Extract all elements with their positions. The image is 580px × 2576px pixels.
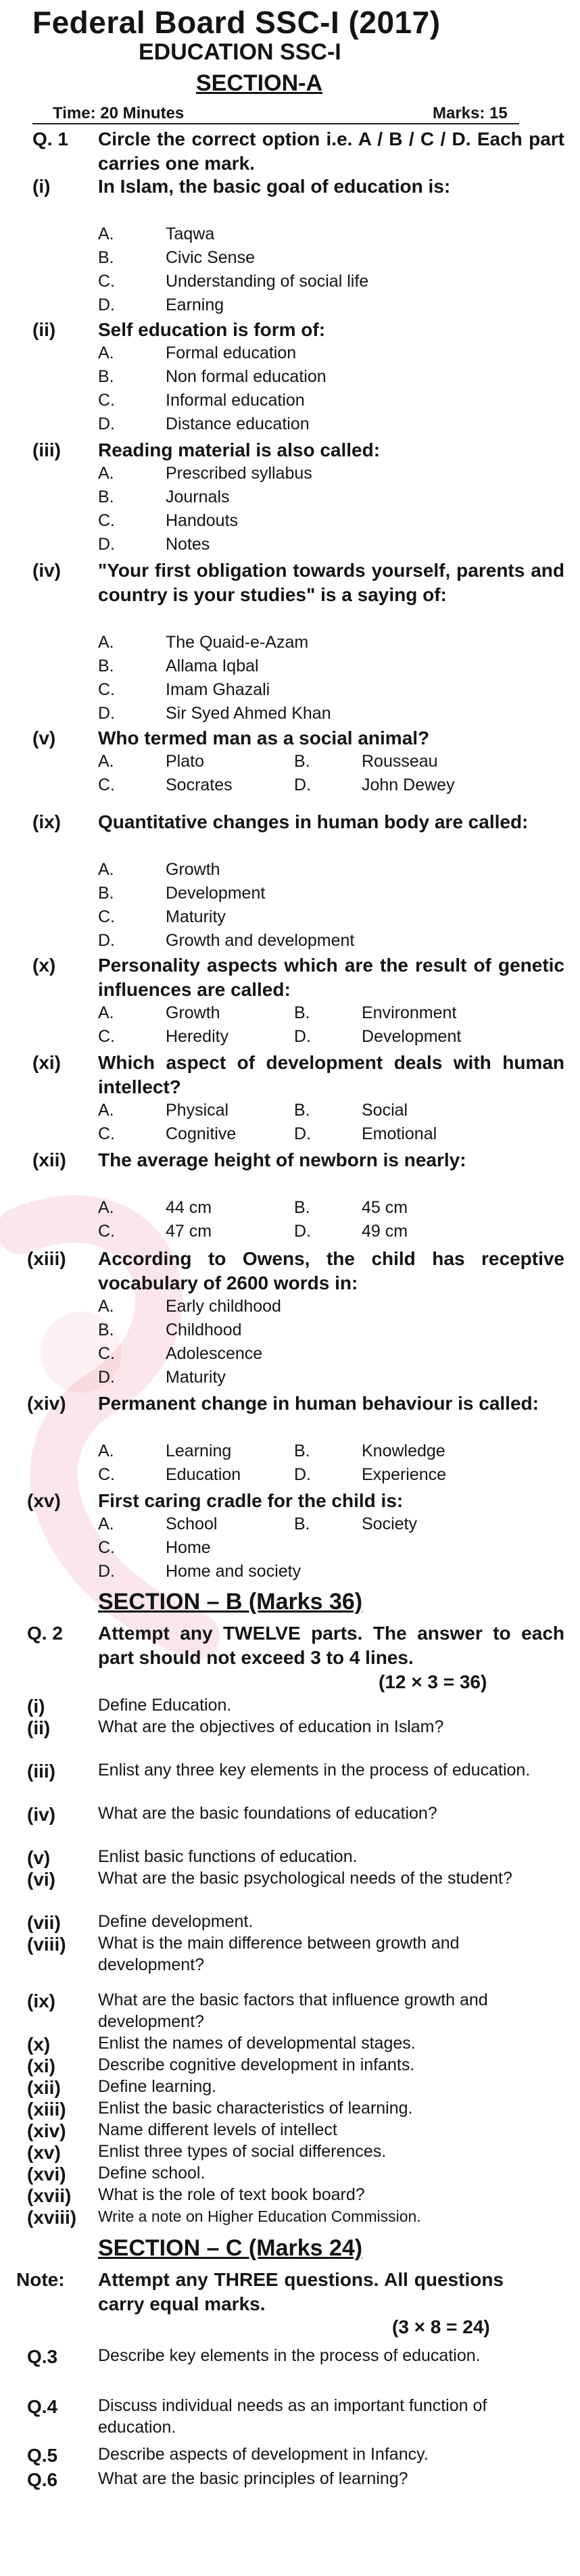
mcq-option: C. Socrates: [98, 776, 233, 794]
mcq-question: According to Owens, the child has receptive vocabulary of 2600 words in:: [98, 1248, 564, 1293]
mcq-option: A. Growth: [98, 860, 220, 879]
short-question-number: (v): [27, 1847, 51, 1868]
mcq-option: B. 45 cm: [294, 1198, 408, 1217]
q2-number: Q. 2: [27, 1623, 63, 1644]
short-question-number: (ii): [27, 1717, 51, 1738]
mcq-option: A. Learning: [98, 1441, 232, 1460]
total-marks: Marks: 15: [433, 104, 508, 122]
mcq-number: (ii): [32, 319, 56, 340]
mcq-option: D. Emotional: [294, 1124, 437, 1143]
q2-marks: (12 × 3 = 36): [379, 1671, 487, 1692]
mcq-option: C. Handouts: [98, 511, 239, 530]
short-question: What are the basic psychological needs of the student?: [98, 1869, 512, 1888]
mcq-option: A. Early childhood: [98, 1297, 281, 1316]
mcq-option: D. Sir Syed Ahmed Khan: [98, 704, 331, 723]
short-question: Define development.: [98, 1912, 253, 1931]
short-question-number: (i): [27, 1696, 45, 1717]
mcq-option: D. John Dewey: [294, 776, 455, 794]
short-question-number: (xvii): [27, 2185, 72, 2206]
short-question-number: (iii): [27, 1761, 55, 1782]
section-c-marks: (3 × 8 = 24): [392, 2316, 490, 2337]
long-question-number: Q.4: [27, 2396, 58, 2417]
mcq-option: B. Childhood: [98, 1320, 242, 1339]
long-question: Describe key elements in the process of education.: [98, 2346, 481, 2365]
mcq-question: Self education is form of:: [98, 319, 326, 340]
mcq-option: C. 47 cm: [98, 1222, 212, 1241]
mcq-question: First caring cradle for the child is:: [98, 1490, 404, 1511]
mcq-option: B. Rousseau: [294, 752, 438, 771]
short-question: Name different levels of intellect: [98, 2120, 337, 2139]
mcq-number: (xii): [32, 1149, 66, 1170]
mcq-option: C. Cognitive: [98, 1124, 237, 1143]
short-question-number: (xiv): [27, 2120, 66, 2141]
mcq-option: A. Plato: [98, 752, 204, 771]
short-question-number: (vi): [27, 1869, 55, 1890]
mcq-number: (x): [32, 955, 56, 976]
short-question-number: (xii): [27, 2077, 61, 2098]
short-question-number: (vii): [27, 1912, 61, 1933]
mcq-option: B. Social: [294, 1101, 408, 1120]
long-question: Discuss individual needs as an important function of education.: [98, 2396, 487, 2437]
short-question: Enlist any three key elements in the process of education.: [98, 1761, 531, 1780]
short-question-number: (xiii): [27, 2099, 66, 2120]
mcq-option: A. Growth: [98, 1003, 220, 1022]
mcq-option: D. Experience: [294, 1465, 447, 1484]
short-question-number: (xi): [27, 2055, 55, 2076]
mcq-question: Permanent change in human behaviour is called:: [98, 1393, 539, 1414]
mcq-option: A. Formal education: [98, 343, 297, 362]
short-question: What are the basic foundations of education?: [98, 1804, 437, 1823]
mcq-option: B. Allama Iqbal: [98, 657, 259, 675]
mcq-number: (xv): [27, 1490, 61, 1511]
mcq-option: D. Distance education: [98, 414, 310, 433]
short-question: What are the basic factors that influence growth and development?: [98, 1990, 488, 2031]
mcq-question: The average height of newborn is nearly:: [98, 1149, 466, 1170]
short-question-number: (xv): [27, 2142, 61, 2163]
mcq-question: In Islam, the basic goal of education is:: [98, 176, 451, 197]
mcq-question: Personality aspects which are the result of genetic influences are called:: [98, 955, 564, 1000]
mcq-option: B. Knowledge: [294, 1441, 445, 1460]
time-allowed: Time: 20 Minutes: [53, 104, 185, 122]
mcq-option: C. Informal education: [98, 391, 305, 410]
short-question: Describe cognitive development in infants.: [98, 2055, 415, 2074]
long-question-number: Q.6: [27, 2469, 58, 2490]
mcq-option: D. Growth and development: [98, 931, 355, 950]
short-question-number: (xviii): [27, 2207, 77, 2228]
q2-instruction: Attempt any TWELVE parts. The answer to each part should not exceed 3 to 4 lines.: [98, 1623, 564, 1668]
mcq-number: (xiii): [27, 1248, 66, 1269]
short-question: Write a note on Higher Education Commission.: [98, 2208, 421, 2225]
long-question: Describe aspects of development in Infancy.: [98, 2445, 429, 2464]
note-label: Note:: [16, 2269, 65, 2290]
mcq-option: C. Education: [98, 1465, 241, 1484]
mcq-question: Who termed man as a social animal?: [98, 728, 430, 748]
mcq-number: (i): [32, 176, 51, 197]
short-question: Define learning.: [98, 2077, 217, 2096]
mcq-number: (ix): [32, 811, 61, 832]
short-question-number: (viii): [27, 1934, 66, 1955]
mcq-option: A. Taqwa: [98, 224, 215, 243]
header-rule: [32, 123, 519, 124]
q1-instruction: Circle the correct option i.e. A / B / C / D. Each part carries one mark.: [98, 128, 564, 174]
short-question-number: (xvi): [27, 2164, 66, 2185]
mcq-number: (xiv): [27, 1393, 66, 1414]
mcq-option: D. Notes: [98, 535, 210, 554]
mcq-number: (xi): [32, 1052, 61, 1073]
mcq-option: D. Maturity: [98, 1368, 226, 1387]
mcq-option: A. Physical: [98, 1101, 229, 1120]
mcq-option: D. Earning: [98, 295, 224, 314]
section-c-note: Attempt any THREE questions. All questions carry equal marks.: [98, 2269, 504, 2314]
mcq-option: A. Prescribed syllabus: [98, 464, 312, 483]
short-question-number: (x): [27, 2034, 51, 2055]
section-c-heading: SECTION – C (Marks 24): [98, 2235, 363, 2261]
short-question: What is the role of text book board?: [98, 2185, 365, 2204]
mcq-option: A. School: [98, 1514, 218, 1533]
mcq-option: B. Environment: [294, 1003, 457, 1022]
mcq-option: C. Home: [98, 1538, 211, 1557]
short-question: Define Education.: [98, 1696, 232, 1715]
mcq-question: Quantitative changes in human body are called:: [98, 811, 529, 832]
short-question-number: (iv): [27, 1804, 55, 1825]
mcq-option: D. 49 cm: [294, 1222, 408, 1241]
long-question-number: Q.5: [27, 2445, 58, 2466]
short-question: Enlist the basic characteristics of learning.: [98, 2099, 413, 2118]
mcq-option: B. Civic Sense: [98, 248, 255, 267]
mcq-option: C. Understanding of social life: [98, 272, 369, 291]
short-question: What are the objectives of education in Islam?: [98, 1717, 444, 1736]
mcq-option: A. 44 cm: [98, 1198, 212, 1217]
mcq-number: (v): [32, 728, 56, 748]
long-question: What are the basic principles of learning?: [98, 2469, 408, 2488]
paper-title: Federal Board SSC-I (2017): [32, 5, 441, 40]
mcq-option: C. Maturity: [98, 907, 226, 926]
short-question: Enlist three types of social differences.: [98, 2142, 387, 2161]
mcq-option: A. The Quaid-e-Azam: [98, 633, 309, 652]
short-question: Enlist basic functions of education.: [98, 1847, 358, 1866]
mcq-number: (iv): [32, 560, 61, 581]
mcq-option: C. Adolescence: [98, 1344, 263, 1363]
mcq-option: B. Development: [98, 884, 266, 903]
short-question: Enlist the names of developmental stages.: [98, 2034, 416, 2053]
short-question-number: (ix): [27, 1990, 55, 2011]
mcq-question: Which aspect of development deals with human intellect?: [98, 1052, 564, 1097]
mcq-option: B. Non formal education: [98, 367, 327, 386]
mcq-option: C. Heredity: [98, 1027, 229, 1046]
mcq-option: B. Society: [294, 1514, 417, 1533]
short-question: What is the main difference between growth and development?: [98, 1934, 460, 1974]
section-b-heading: SECTION – B (Marks 36): [98, 1589, 363, 1615]
mcq-option: D. Home and society: [98, 1562, 301, 1581]
mcq-option: D. Development: [294, 1027, 462, 1046]
mcq-question: "Your first obligation towards yourself, parents and country is your studies" is a saying of:: [98, 560, 564, 605]
q1-number: Q. 1: [32, 128, 68, 149]
mcq-option: B. Journals: [98, 487, 230, 506]
short-question: Define school.: [98, 2164, 206, 2183]
long-question-number: Q.3: [27, 2346, 58, 2367]
paper-subtitle: EDUCATION SSC-I: [139, 39, 341, 65]
mcq-number: (iii): [32, 439, 61, 460]
mcq-question: Reading material is also called:: [98, 439, 381, 460]
section-a-heading: SECTION-A: [196, 70, 322, 96]
mcq-option: C. Imam Ghazali: [98, 680, 270, 699]
